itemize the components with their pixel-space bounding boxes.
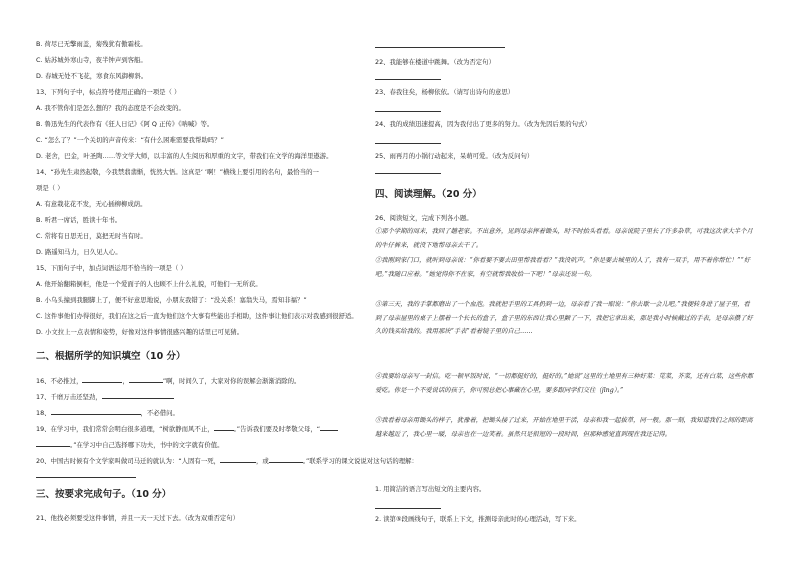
q14-option-d: D. 路遥知马力，日久见人心。 xyxy=(36,248,122,256)
q13-option-b: B. 鲁迅先生的代表作有《狂人日记》《阿 Q 正传》《呐喊》等。 xyxy=(36,120,214,128)
question-24: 24、我的成绩迅速提高，因为我付出了更多的努力。（改为先因后果的句式） xyxy=(375,120,591,128)
reading-paragraph-1: ①那个学期的周末，我回了趟老家。不出意外，见到母亲挥着锄头，时不时抬头看看。母亲说院子里长了许多杂草，可我这次拿大半个月的牛仔裤来，就没下地帮母亲去干了。 xyxy=(375,228,753,249)
section-4-heading: 四、阅读理解。（20 分） xyxy=(375,189,482,200)
question-18: 18、 ，不必借问。 xyxy=(36,409,179,417)
question-14-line2: 项是（ ） xyxy=(36,184,64,192)
q19-blank-1[interactable] xyxy=(214,424,234,431)
q14-option-c: C. 常将有日思无日，莫把无时当有时。 xyxy=(36,232,147,240)
question-20: 20、中国古时候有个文学家叫做司马迁的就认为：“人固有一死， ，或 。”联系学习的课文说说对这句话的理解： xyxy=(36,457,418,465)
q16-blank-1[interactable] xyxy=(82,376,122,383)
question-21: 21、他找必须要受这件事情，并且一天一天过下去。（改为双重否定句） xyxy=(36,514,240,522)
reading-question-2: 2. 读第⑤段画线句子，联系上下文，推测母亲此时的心理活动，写下来。 xyxy=(375,515,581,523)
question-15: 15、下面句子中，加点词语运用不恰当的一项是（ ） xyxy=(36,264,187,272)
section-2-heading: 二、根据所学的知识填空（10 分） xyxy=(36,351,186,362)
question-26: 26、阅读短文，完成下列各小题。 xyxy=(375,214,473,222)
q13-option-d: D. 老舍，巴金，叶圣陶……等文学大师，以丰富的人生阅历和厚重的文字，带我们在文学的海洋里遨游。 xyxy=(36,152,333,160)
reading-paragraph-3: ③第三天，我的手掌都磨出了一个血泡。我就把手里的工具扔到一边，母亲看了我一眼说：“你去歇一会儿吧。”我便转身进了屋子里，看到了母亲屋里的桌子上摆着一个长长的盒子，盒子里的东西让我心里颤了一下，我把它拿出来，那是我小时候戴过的手表，是母亲攒了好久的钱买给我的。我用那块“手表”看着镜子里的自己…… xyxy=(375,301,753,336)
q13-option-a: A. 我不管你们是怎么想的？我的态度是不会改变的。 xyxy=(36,104,185,112)
q25-answer-line[interactable] xyxy=(375,173,441,174)
q14-option-b: B. 听君一席话，胜读十年书。 xyxy=(36,216,122,224)
reading-paragraph-5: ⑤我看着母亲用锄头的样子，犹豫着，把锄头接了过来，开始在地里干活，母亲和我一起拔草，同一般。那一刻，我知道我们之间的距离越来越近了，我心里一暖，母亲也在一边笑着。虽然只是很短的一段时间，但那种感觉直到现在我还记得。 xyxy=(375,417,753,438)
section-3-heading: 三、按要求完成句子。（10 分） xyxy=(36,489,172,500)
option-b: B. 荷尽已无擎雨盖，菊残犹有傲霜枝。 xyxy=(36,40,147,48)
q15-option-d: D. 小文拉上一点表情和姿势，好像对这件事情很感兴趣的话里已可见猜。 xyxy=(36,328,244,336)
question-17: 17、千磨万击还坚劲， xyxy=(36,392,174,401)
option-c: C. 姑苏城外寒山寺，夜半钟声到客船。 xyxy=(36,56,147,64)
question-14-line1: 14、“孙先生肃然起敬，今我禁翡翡惭，恍然大悟。这真是‘ ’啊！”横线上要引用的名句，最恰当的一 xyxy=(36,168,319,176)
q15-option-b: B. 小乌头撞到我腿脚上了，便不好意思地说，小朋友我错了：“没关系！塞翁失马，焉知非福？” xyxy=(36,296,307,304)
question-19-line2: 。”在学习中自己选择哪下功夫，书中的文字就有价值。 xyxy=(36,440,224,449)
q17-blank[interactable] xyxy=(102,392,174,399)
q23-answer-line[interactable] xyxy=(375,111,441,112)
q14-option-a: A. 有意栽花花不发，无心插柳柳成荫。 xyxy=(36,200,147,208)
reading-q1-answer-line[interactable] xyxy=(375,508,441,509)
q20-answer-line[interactable] xyxy=(36,477,136,478)
q15-option-a: A. 他开始翻箱倒柜，他是一个爱面子的人也顾不上什么礼貌，可他们一无所获。 xyxy=(36,280,262,288)
question-16: 16、不必推过， ， ”啊，时间久了，大家对你的误解会渐渐消除的。 xyxy=(36,377,301,385)
reading-question-1: 1. 用简洁的语言写出短文的主要内容。 xyxy=(375,485,486,493)
q19-blank-2[interactable] xyxy=(320,424,338,431)
q16-blank-2[interactable] xyxy=(129,376,163,383)
q19-blank-3[interactable] xyxy=(36,440,70,447)
reading-paragraph-4: ④我要给母亲写一封信。吃一顿早饭时说，“一切都挺好的，挺好的。”她说“这里的土地里有三种好菜：苋菜，芥菜，还有白菜，这些你都爱吃。你是一个不爱说话的孩子，你可别总把心事藏在心里，要多跟同学们交往（jīng）。” xyxy=(375,373,754,394)
question-13: 13、下列句子中，标点符号使用正确的一项是（ ） xyxy=(36,88,181,96)
question-22: 22、我能够在楼道中跳舞。（改为否定句） xyxy=(375,58,495,66)
q18-blank[interactable] xyxy=(51,408,141,415)
question-19-line1: 19、在学习中，我们常常会明白很多道理，“树欲静而风不止， 。”告诉我们要及时孝敬父母，“ xyxy=(36,424,338,433)
question-23: 23、春我往矣，杨柳依依。（请写出诗句的意思） xyxy=(375,88,515,96)
q21-answer-line[interactable] xyxy=(375,47,505,48)
reading-paragraph-2: ②我刚到家门口，就听到母亲说：“你看要不要去田里帮我看看？”我没吭声。“你是要去城里的人了，我有一双手，用不着你帮忙！”“好吧。”我随口应着。“她觉得你不在家，有空就帮我收拾一下吧！”母亲还说一句。 xyxy=(375,257,751,278)
option-d: D. 春城无处不飞花，寒食东风御柳斜。 xyxy=(36,72,148,80)
q20-blank-1[interactable] xyxy=(220,456,256,463)
q22-answer-line[interactable] xyxy=(375,79,441,80)
question-25: 25、雨再月的小锅行动起来，呆萌可爱。（改为反问句） xyxy=(375,152,534,160)
q24-answer-line[interactable] xyxy=(375,143,441,144)
q20-blank-2[interactable] xyxy=(269,456,303,463)
q15-option-c: C. 这件事他们办得很好，我们在这之后一直为他们这个大事有些能出手相助，这件事让他们表示对我感到很舒适。 xyxy=(36,312,358,320)
q13-option-c: C. “怎么了？”一个关切的声音传来：“有什么困难需要我帮助吗？” xyxy=(36,136,224,144)
